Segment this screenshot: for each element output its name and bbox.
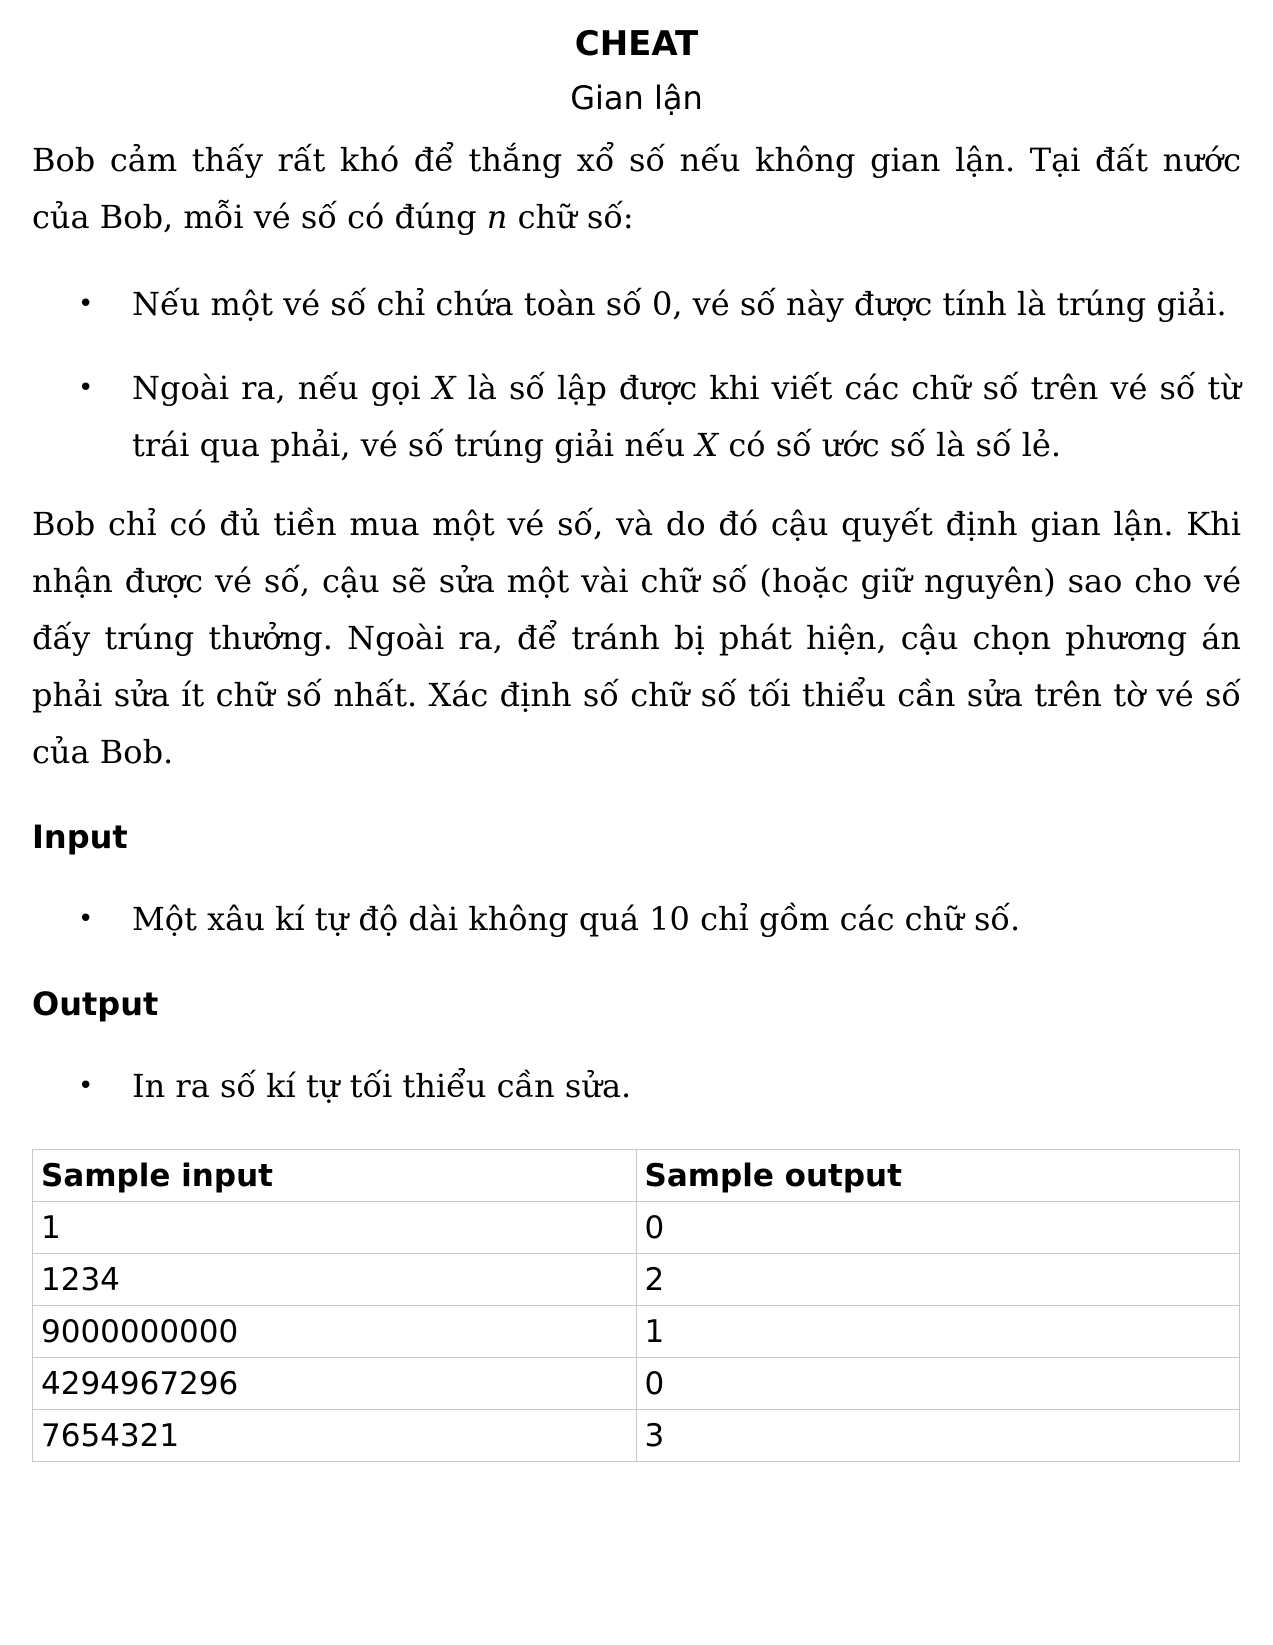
table-row <box>33 1202 1240 1254</box>
sample-input-cell: 7654321 <box>33 1410 637 1462</box>
intro-text-end: chữ số: <box>507 198 634 236</box>
problem-subtitle: Gian lận <box>570 79 703 117</box>
sample-input-cell: 9000000000 <box>33 1306 637 1358</box>
output-item-text: In ra số kí tự tối thiểu cần sửa. <box>132 1067 632 1105</box>
table-header-row <box>33 1150 1240 1202</box>
sample-output-header: Sample output <box>636 1150 1240 1202</box>
rule-text-part2: là số lập được khi viết các chữ số trên vé số từ trái qua phải, vé số trúng giải nếu <box>132 369 1242 464</box>
output-item <box>32 1058 1241 1115</box>
input-list <box>32 891 1241 948</box>
problem-title: CHEAT <box>574 24 699 64</box>
story-paragraph: Bob chỉ có đủ tiền mua một vé số, và do đó cậu quyết định gian lận. Khi nhận được vé số, cậu sẽ sửa một vài chữ số (hoặc giữ nguyên) sao cho vé đấy trúng thưởng. Ngoài ra, để tránh bị phát hiện, cậu chọn phương án phải sửa ít chữ số nhất. Xác định số chữ số tối thiểu cần sửa trên tờ vé số của Bob. <box>32 505 1241 771</box>
rule-item-zeros <box>32 276 1241 333</box>
bullet-icon: • <box>78 904 94 934</box>
sample-table <box>32 1149 1240 1462</box>
rule-item-divisors <box>32 360 1241 474</box>
sample-input-header: Sample input <box>33 1150 637 1202</box>
rule-text-part3: có số ước số là số lẻ. <box>718 426 1062 464</box>
table-row <box>33 1306 1240 1358</box>
variable-n: n <box>486 198 508 236</box>
sample-input-cell: 1 <box>33 1202 637 1254</box>
input-heading: Input <box>32 818 128 856</box>
table-row <box>33 1254 1240 1306</box>
variable-x: X <box>695 426 719 464</box>
sample-output-cell: 2 <box>636 1254 1240 1306</box>
sample-input-cell: 1234 <box>33 1254 637 1306</box>
bullet-icon: • <box>78 289 94 319</box>
sample-output-cell: 0 <box>636 1358 1240 1410</box>
input-item <box>32 891 1241 948</box>
variable-x: X <box>432 369 456 407</box>
table-row <box>33 1410 1240 1462</box>
output-heading: Output <box>32 985 159 1023</box>
sample-output-cell: 1 <box>636 1306 1240 1358</box>
rule-text-part1: Ngoài ra, nếu gọi <box>132 369 433 407</box>
sample-input-cell: 4294967296 <box>33 1358 637 1410</box>
output-list <box>32 1058 1241 1115</box>
intro-text-start: Bob cảm thấy rất khó để thắng xổ số nếu không gian lận. Tại đất nước của Bob, mỗi vé số có đúng <box>32 141 1241 236</box>
input-item-text: Một xâu kí tự độ dài không quá 10 chỉ gồm các chữ số. <box>132 900 1021 938</box>
rules-list <box>32 276 1241 474</box>
bullet-icon: • <box>78 1071 94 1101</box>
intro-paragraph <box>32 132 1241 246</box>
sample-output-cell: 0 <box>636 1202 1240 1254</box>
bullet-icon: • <box>78 373 94 403</box>
rule-text: Nếu một vé số chỉ chứa toàn số 0, vé số này được tính là trúng giải. <box>132 285 1227 323</box>
table-row <box>33 1358 1240 1410</box>
sample-output-cell: 3 <box>636 1410 1240 1462</box>
